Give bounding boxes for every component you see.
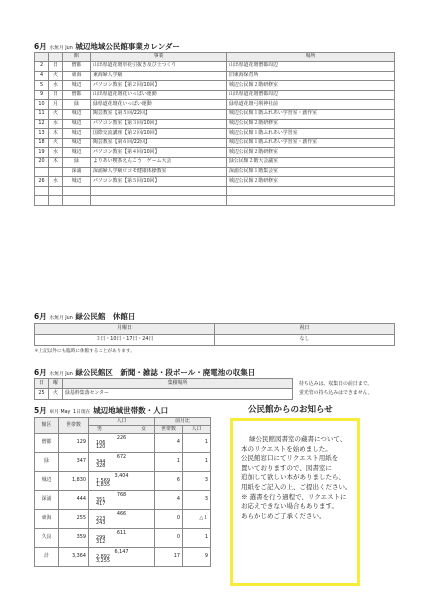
events-hall xyxy=(63,196,91,206)
pop-header-female: 女 xyxy=(141,425,146,432)
closed-title-sub: 水無月 Jun xyxy=(49,316,73,321)
events-event: 深浦婦人学級ロコモ健康体操教室 xyxy=(91,167,227,177)
events-event: パソコン教室【第５回/10回】 xyxy=(91,177,227,187)
notice-title: 公民館からのお知らせ xyxy=(248,405,333,415)
closed-title-month: 6月 xyxy=(34,312,47,321)
pop-header-prev-population: 人口 xyxy=(183,426,211,434)
events-event: 陶芸教室【第５回/22回】 xyxy=(91,109,227,119)
pop-sex-values xyxy=(92,460,151,470)
pop-population-cell xyxy=(89,548,155,567)
pop-male: 2,892 xyxy=(96,553,111,560)
pop-households: 129 xyxy=(59,434,89,453)
pop-prev-households: 1 xyxy=(155,453,183,472)
pop-hall: 東海 xyxy=(35,510,59,529)
population-table xyxy=(34,417,211,567)
population-title-month: 5月 xyxy=(34,406,47,415)
events-hall: 緑 xyxy=(63,157,91,167)
events-hall: 城辺 xyxy=(63,138,91,148)
closed-monday-dates: ３日・10日・17日・24日 xyxy=(35,335,215,346)
population-title-text: 城辺地域世帯数・人口 xyxy=(93,406,169,415)
pop-households: 444 xyxy=(59,491,89,510)
events-place: 緑県道花壇弓削神社前 xyxy=(227,100,395,110)
events-place: 深浦公民館１階集会室 xyxy=(227,167,395,177)
notice-line: 追加して欲しい本がありましたら、 xyxy=(241,473,345,482)
events-event: よりあい喫茶えんこう ゲーム大会 xyxy=(91,157,227,167)
population-row xyxy=(35,548,211,567)
population-title xyxy=(34,405,168,416)
pop-households: 359 xyxy=(59,529,89,548)
pop-sex-values xyxy=(92,441,151,451)
pop-total: 6,147 xyxy=(114,548,129,555)
events-place xyxy=(227,186,395,196)
pop-population-cell xyxy=(89,472,155,491)
events-event: 国際交流講座【第２回/10回】 xyxy=(91,129,227,139)
garbage-info xyxy=(293,379,395,400)
events-row xyxy=(35,157,395,167)
pop-population-cell xyxy=(89,434,155,453)
pop-prev-households: 0 xyxy=(155,510,183,529)
events-weekday xyxy=(49,167,63,177)
pop-female: 417 xyxy=(96,501,106,508)
pop-male: 223 xyxy=(96,515,106,522)
pop-prev-population: 1 xyxy=(183,453,211,472)
pop-prev-population: △１ xyxy=(183,510,211,529)
pop-hall: 計 xyxy=(35,548,59,567)
closed-header-holiday: 祝日 xyxy=(215,324,395,335)
population-row xyxy=(35,529,211,548)
events-header-place: 場所 xyxy=(227,53,395,62)
pop-prev-households: 6 xyxy=(155,472,183,491)
events-weekday: 木 xyxy=(49,157,63,167)
garbage-title-text: 緑公民館区 新聞・雑誌・段ボール・廃電池の収集日 xyxy=(75,368,256,377)
events-place: 山出県道花壇僧都周辺 xyxy=(227,90,395,100)
events-place: 旧東海保育所 xyxy=(227,71,395,81)
events-weekday: 火 xyxy=(49,109,63,119)
pop-prev-population: 1 xyxy=(183,529,211,548)
population-title-sub: 皐月 May xyxy=(49,410,71,415)
garbage-day: 25 xyxy=(35,389,49,400)
pop-sex-values xyxy=(92,536,151,546)
events-title-text: 城辺地域公民館事業カレンダー xyxy=(75,42,180,51)
events-weekday: 月 xyxy=(49,100,63,110)
events-day xyxy=(35,167,49,177)
notice-line: お応えできない場合もあります。 xyxy=(241,502,338,511)
events-header-hall: 館 xyxy=(63,53,91,62)
pop-prev-households: 4 xyxy=(155,434,183,453)
pop-header-hall: 館区 xyxy=(35,418,59,434)
events-row xyxy=(35,196,395,206)
events-row xyxy=(35,167,395,177)
pop-prev-population: 9 xyxy=(183,548,211,567)
garbage-weekday: 火 xyxy=(49,389,63,400)
events-event: 東海婦人学級 xyxy=(91,71,227,81)
events-event: 陶芸教室【第６回/22回】 xyxy=(91,138,227,148)
events-header-weekday xyxy=(49,53,63,62)
notice-line: あらかじめご了承ください。 xyxy=(241,511,326,520)
events-event: 緑県道花壇花いっぱい運動 xyxy=(91,100,227,110)
pop-female: 1,835 xyxy=(96,482,111,489)
garbage-table xyxy=(34,378,395,400)
events-row xyxy=(35,177,395,187)
events-row xyxy=(35,186,395,196)
pop-total: 226 xyxy=(116,434,127,441)
events-weekday xyxy=(49,186,63,196)
garbage-info-line1: 持ち込みは、収集日の前日まで。 xyxy=(299,380,373,387)
pop-header-population: 人口 xyxy=(89,418,155,426)
pop-households: 1,830 xyxy=(59,472,89,491)
garbage-header-weekday: 曜 xyxy=(49,379,63,389)
events-weekday: 木 xyxy=(49,129,63,139)
pop-prev-households: 4 xyxy=(155,491,183,510)
pop-total: 466 xyxy=(116,510,127,517)
events-title-month: 6月 xyxy=(34,42,47,51)
population-row xyxy=(35,472,211,491)
events-row xyxy=(35,62,395,72)
events-hall xyxy=(63,186,91,196)
events-day xyxy=(35,196,49,206)
pop-total: 611 xyxy=(116,529,127,536)
pop-header-sex xyxy=(89,426,155,434)
garbage-place: 緑基幹集落センター xyxy=(63,389,293,400)
pop-male: 351 xyxy=(96,496,106,503)
events-hall: 僧都 xyxy=(63,90,91,100)
notice-line: ※ 選書を行う過程で、リクエストに xyxy=(241,492,347,501)
pop-female: 120 xyxy=(96,444,106,451)
events-row xyxy=(35,148,395,158)
events-event: パソコン教室【第２回/10回】 xyxy=(91,81,227,91)
events-place: 城辺公民館１階ふれあい学習室・創作室 xyxy=(227,109,395,119)
events-hall: 城辺 xyxy=(63,177,91,187)
events-hall: 僧都 xyxy=(63,62,91,72)
pop-prev-households: 0 xyxy=(155,529,183,548)
events-place: 城辺公民館１階ふれあい学習室・創作室 xyxy=(227,138,395,148)
pop-population-cell xyxy=(89,491,155,510)
events-place: 城辺公民館２階研修室 xyxy=(227,81,395,91)
events-header-event: 事業 xyxy=(91,53,227,62)
closed-holiday-dates: なし xyxy=(215,335,395,346)
pop-prev-population: 3 xyxy=(183,491,211,510)
pop-male: 1,569 xyxy=(96,477,111,484)
notice-line: 用紙をご記入の上、ご提出ください。 xyxy=(241,482,352,491)
garbage-title-month: 6月 xyxy=(34,368,47,377)
events-place: 城辺公民館２階研修室 xyxy=(227,119,395,129)
pop-total: 3,404 xyxy=(114,472,129,479)
closed-title-text: 緑公民館 休館日 xyxy=(75,312,136,321)
pop-header-male: 男 xyxy=(97,425,102,432)
pop-households: 347 xyxy=(59,453,89,472)
events-event: パソコン教室【第４回/10回】 xyxy=(91,148,227,158)
events-place: 城辺公民館２階研修室 xyxy=(227,177,395,187)
pop-prev-population: 1 xyxy=(183,434,211,453)
garbage-title-sub: 水無月 Jun xyxy=(49,372,73,377)
events-weekday: 日 xyxy=(49,90,63,100)
pop-hall: 緑 xyxy=(35,453,59,472)
events-row xyxy=(35,109,395,119)
pop-female: 243 xyxy=(96,520,106,527)
events-day: 18 xyxy=(35,138,49,148)
events-hall: 城辺 xyxy=(63,148,91,158)
events-event: 山出県道花壇草花引抜き及び土つくり xyxy=(91,62,227,72)
events-weekday xyxy=(49,196,63,206)
events-day: 10 xyxy=(35,100,49,110)
events-weekday: 火 xyxy=(49,138,63,148)
garbage-header-place: 集積場所 xyxy=(63,379,293,389)
events-place: 緑公民館２階大会議室 xyxy=(227,157,395,167)
population-row xyxy=(35,434,211,453)
events-day: 20 xyxy=(35,157,49,167)
pop-male: 344 xyxy=(96,458,106,465)
pop-population-cell xyxy=(89,529,155,548)
garbage-header-day: 日 xyxy=(35,379,49,389)
pop-hall: 僧都 xyxy=(35,434,59,453)
pop-hall: 久良 xyxy=(35,529,59,548)
notice-line: 公民館窓口にてリクエスト用紙を xyxy=(241,454,339,463)
events-day: 13 xyxy=(35,129,49,139)
events-place: 城辺公民館２階研修室 xyxy=(227,148,395,158)
events-weekday: 火 xyxy=(49,71,63,81)
events-row xyxy=(35,90,395,100)
pop-households: 255 xyxy=(59,510,89,529)
pop-header-households: 世帯数 xyxy=(59,418,89,434)
pop-population-cell xyxy=(89,510,155,529)
pop-sex-values xyxy=(92,498,151,508)
events-weekday: 水 xyxy=(49,148,63,158)
events-row xyxy=(35,119,395,129)
events-hall: 緑 xyxy=(63,100,91,110)
events-row xyxy=(35,138,395,148)
pop-header-prev-households: 世帯数 xyxy=(155,426,183,434)
closed-title xyxy=(34,311,135,322)
events-weekday: 水 xyxy=(49,177,63,187)
population-row xyxy=(35,491,211,510)
pop-male: 106 xyxy=(96,439,106,446)
notice-box xyxy=(230,418,360,586)
events-event xyxy=(91,186,227,196)
closed-table xyxy=(34,323,395,346)
events-day: 26 xyxy=(35,177,49,187)
events-row xyxy=(35,81,395,91)
pop-households: 3,364 xyxy=(59,548,89,567)
events-place xyxy=(227,196,395,206)
events-day xyxy=(35,186,49,196)
events-hall: 城辺 xyxy=(63,109,91,119)
pop-sex-values xyxy=(92,517,151,527)
events-event: 山出県道花壇花いっぱい運動 xyxy=(91,90,227,100)
events-weekday: 水 xyxy=(49,119,63,129)
notice-line: 本のリクエストを始めました。 xyxy=(241,444,332,453)
notice-line: 置いておりますので、図書室に xyxy=(241,463,332,472)
events-event xyxy=(91,196,227,206)
events-day: 11 xyxy=(35,109,49,119)
pop-hall: 城辺 xyxy=(35,472,59,491)
pop-total: 672 xyxy=(116,453,127,460)
events-hall: 深浦 xyxy=(63,167,91,177)
events-day: 4 xyxy=(35,71,49,81)
pop-population-cell xyxy=(89,453,155,472)
pop-prev-population: 3 xyxy=(183,472,211,491)
garbage-info-line2: 蛍光管の持ち込みはできません。 xyxy=(299,389,373,396)
events-day: 12 xyxy=(35,119,49,129)
events-weekday: 水 xyxy=(49,81,63,91)
garbage-title xyxy=(34,367,255,378)
events-row xyxy=(35,100,395,110)
events-place: 山出県道花壇僧都周辺 xyxy=(227,62,395,72)
events-weekday: 日 xyxy=(49,62,63,72)
pop-hall: 深浦 xyxy=(35,491,59,510)
events-title xyxy=(34,41,180,52)
events-row xyxy=(35,71,395,81)
pop-prev-households: 17 xyxy=(155,548,183,567)
population-row xyxy=(35,510,211,529)
events-hall: 城辺 xyxy=(63,129,91,139)
pop-header-prev: 前月比 xyxy=(155,418,211,426)
pop-sex-values xyxy=(92,555,151,565)
pop-female: 312 xyxy=(96,539,106,546)
events-place: 城辺公民館１階ふれあい学習室 xyxy=(227,129,395,139)
events-hall: 城辺 xyxy=(63,81,91,91)
events-hall: 城辺 xyxy=(63,119,91,129)
notice-line: 緑公民館図書室の蔵書について、 xyxy=(249,435,347,443)
events-day: 19 xyxy=(35,148,49,158)
events-header-row xyxy=(35,53,395,62)
pop-male: 299 xyxy=(96,534,106,541)
pop-female: 3,255 xyxy=(96,558,111,565)
events-header-day xyxy=(35,53,49,62)
events-hall: 東海 xyxy=(63,71,91,81)
pop-sex-values xyxy=(92,479,151,489)
events-row xyxy=(35,129,395,139)
population-row xyxy=(35,453,211,472)
population-title-date: 1日現在 xyxy=(73,410,91,415)
events-table xyxy=(34,52,395,206)
events-event: パソコン教室【第３回/10回】 xyxy=(91,119,227,129)
closed-note: ＊上記以外にも臨時に休館することがあります。 xyxy=(34,349,135,354)
pop-female: 328 xyxy=(96,463,106,470)
pop-total: 768 xyxy=(116,491,127,498)
events-day: 2 xyxy=(35,62,49,72)
events-title-sub: 水無月 Jun xyxy=(49,46,73,51)
events-day: 5 xyxy=(35,81,49,91)
closed-header-monday: 月曜日 xyxy=(35,324,215,335)
events-day: 9 xyxy=(35,90,49,100)
